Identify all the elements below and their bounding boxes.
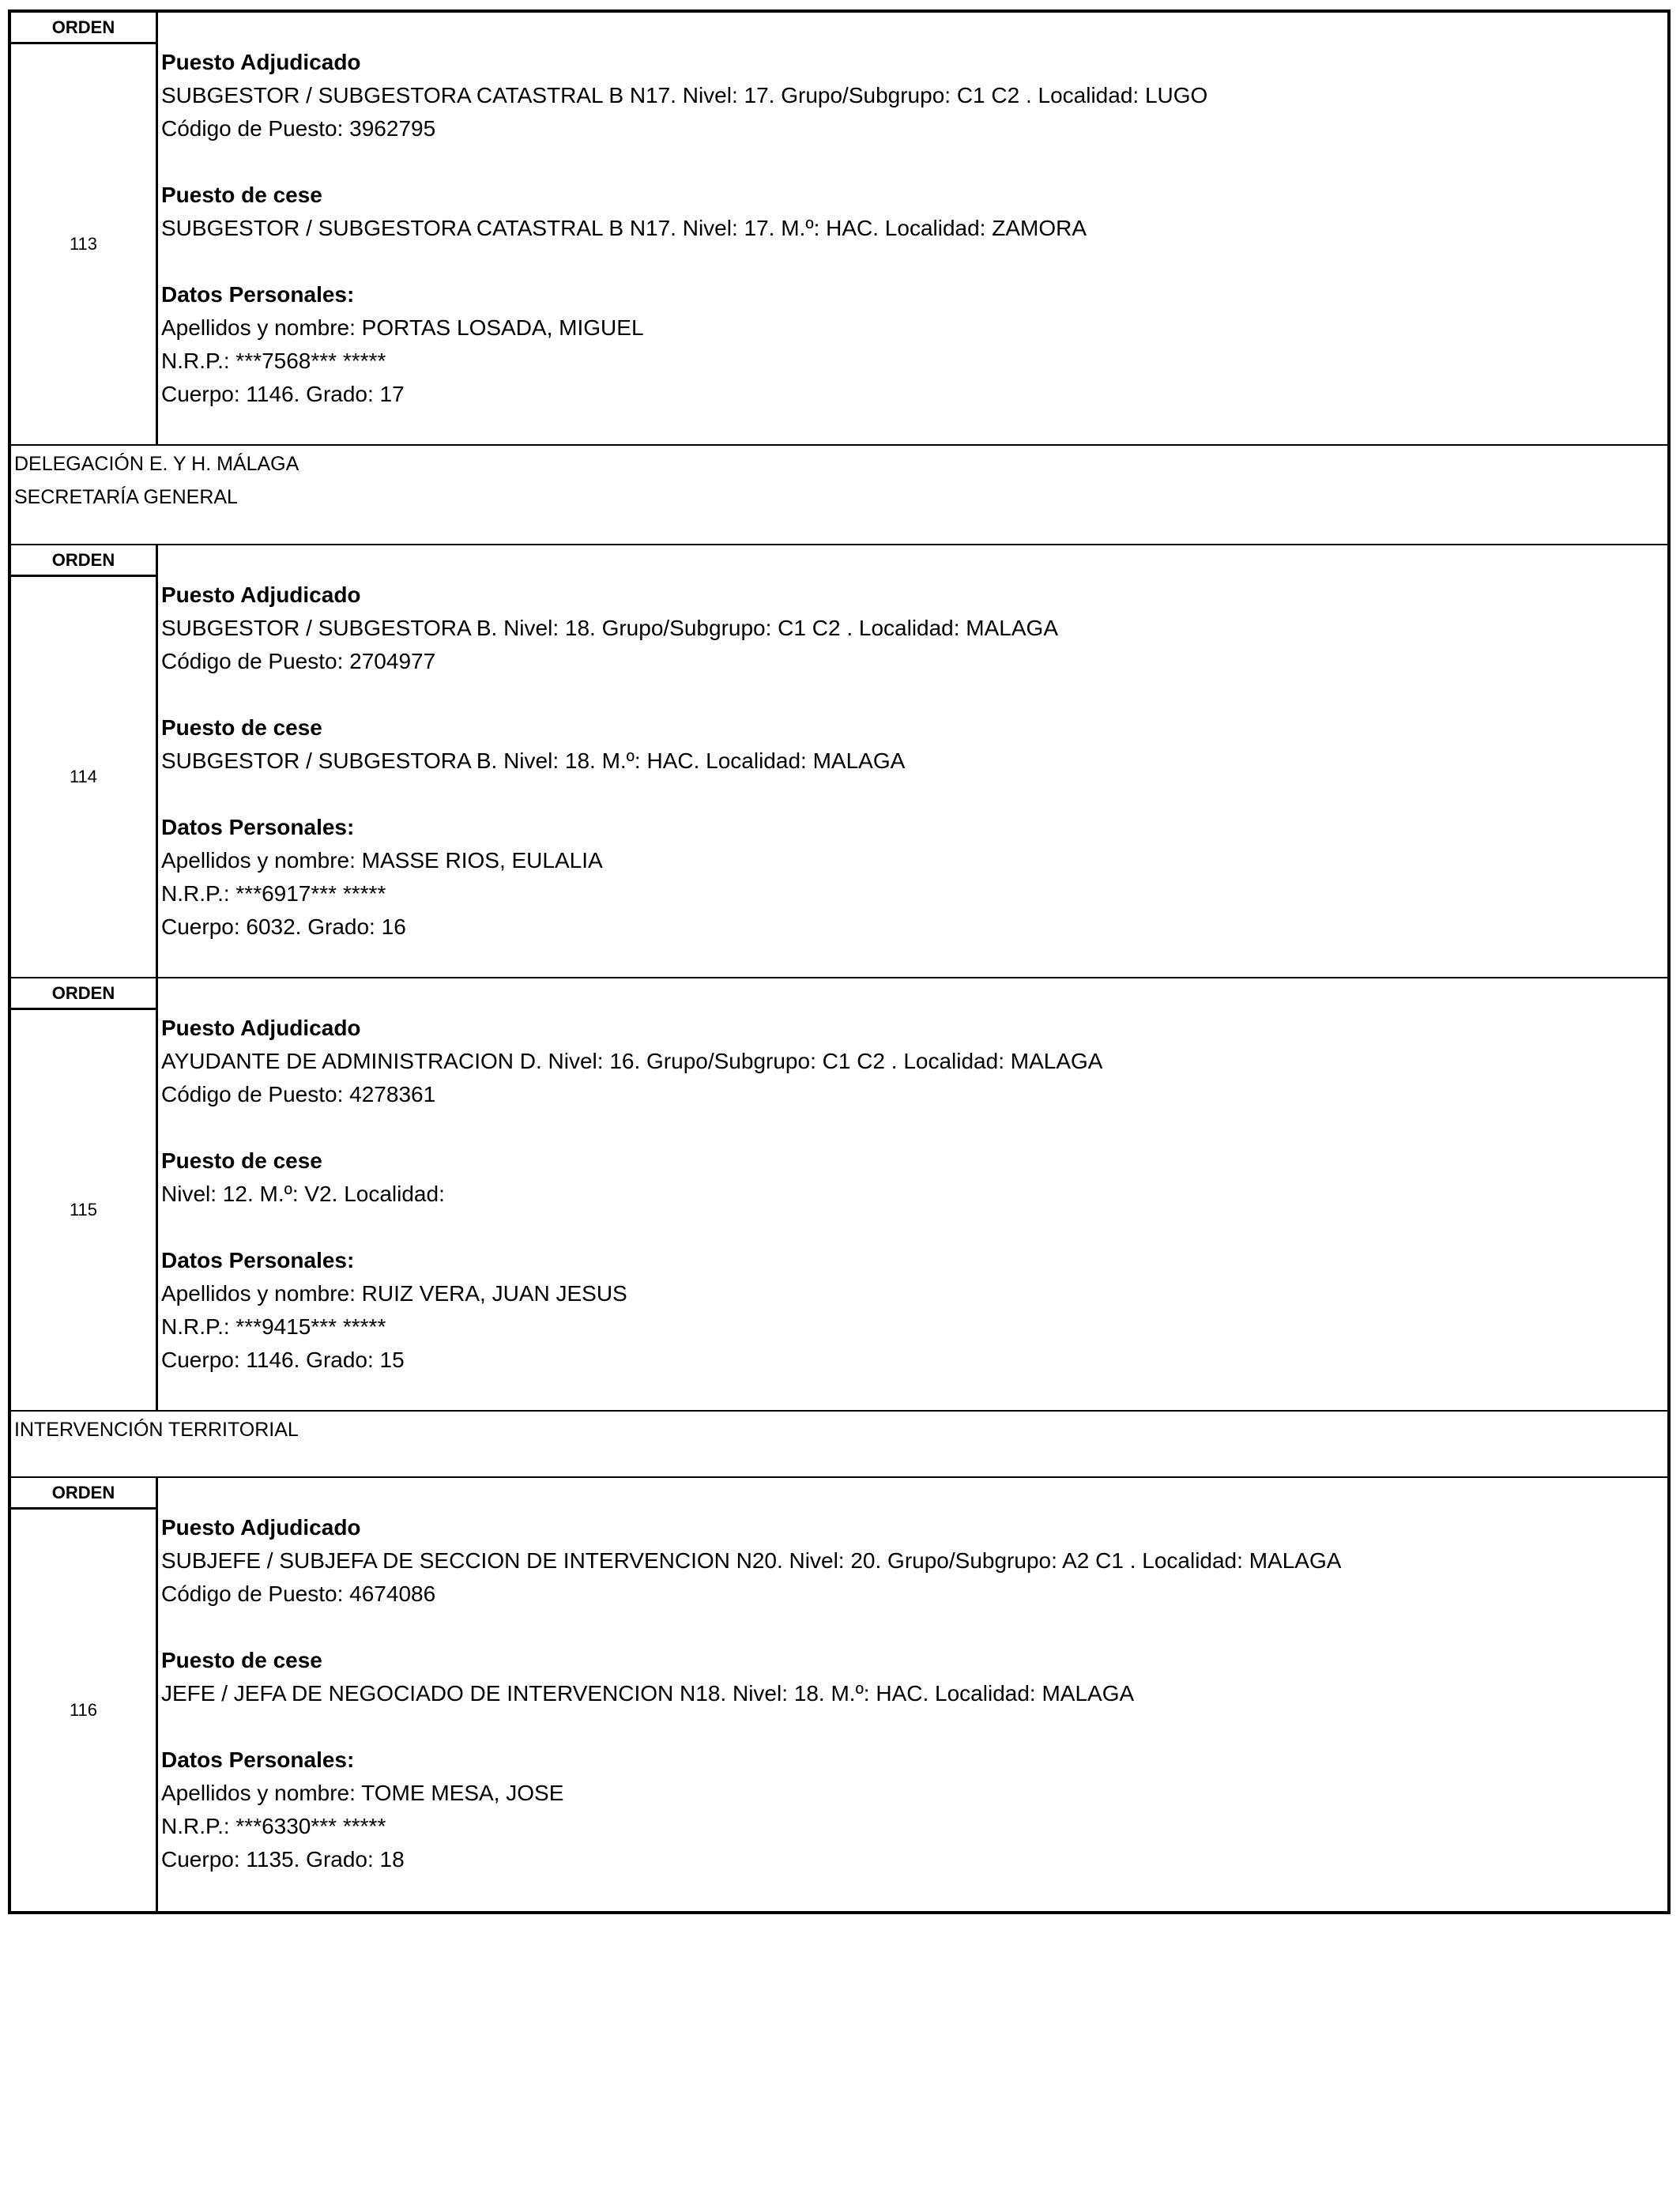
codigo-puesto: Código de Puesto: 4674086 [161,1581,436,1606]
entry-content [158,978,1667,1410]
puesto-cese-text: SUBGESTOR / SUBGESTORA CATASTRAL B N17. Nivel: 17. M.º: HAC. Localidad: ZAMORA [161,216,1087,240]
orden-number: 116 [69,1700,98,1720]
entry-row [11,1478,1667,1911]
puesto-adjudicado-heading: Puesto Adjudicado [161,1515,361,1540]
entry-row [11,978,1667,1412]
orden-number: 114 [69,767,98,786]
section-title: DELEGACIÓN E. Y H. MÁLAGA [14,453,299,475]
puesto-adjudicado-heading: Puesto Adjudicado [161,50,361,74]
codigo-puesto: Código de Puesto: 3962795 [161,116,436,141]
datos-personales-heading: Datos Personales: [161,1248,355,1272]
section-header-intervencion [11,1412,1667,1478]
cuerpo-grado: Cuerpo: 1135. Grado: 18 [161,1847,405,1872]
apellidos-nombre: Apellidos y nombre: PORTAS LOSADA, MIGUEL [161,315,644,340]
puesto-cese-heading: Puesto de cese [161,1148,322,1173]
cuerpo-grado: Cuerpo: 6032. Grado: 16 [161,914,406,939]
puesto-cese-heading: Puesto de cese [161,715,322,740]
nrp: N.R.P.: ***6917*** ***** [161,881,386,906]
orden-header: ORDEN [11,978,156,1010]
apellidos-nombre: Apellidos y nombre: RUIZ VERA, JUAN JESUS [161,1281,627,1306]
section-title: INTERVENCIÓN TERRITORIAL [14,1419,299,1441]
orden-number: 115 [69,1200,98,1220]
orden-header: ORDEN [11,13,156,44]
puesto-cese-heading: Puesto de cese [161,183,322,207]
entry-content [158,545,1667,977]
entry-content [158,13,1667,444]
cuerpo-grado: Cuerpo: 1146. Grado: 17 [161,382,405,406]
puesto-cese-text: Nivel: 12. M.º: V2. Localidad: [161,1182,445,1206]
nrp: N.R.P.: ***9415*** ***** [161,1314,386,1339]
puesto-adjudicado-text: SUBJEFE / SUBJEFA DE SECCION DE INTERVENCION N20. Nivel: 20. Grupo/Subgrupo: A2 C1 . Localidad: MALAGA [161,1548,1342,1573]
puesto-cese-text: JEFE / JEFA DE NEGOCIADO DE INTERVENCION N18. Nivel: 18. M.º: HAC. Localidad: MALAGA [161,1681,1135,1706]
puesto-cese-text: SUBGESTOR / SUBGESTORA B. Nivel: 18. M.º: HAC. Localidad: MALAGA [161,748,906,773]
orden-column [11,545,158,977]
codigo-puesto: Código de Puesto: 2704977 [161,649,436,673]
entry-content [158,1478,1667,1911]
entry-row [11,13,1667,446]
section-header-malaga [11,446,1667,545]
orden-column [11,978,158,1410]
orden-header: ORDEN [11,1478,156,1510]
puesto-adjudicado-heading: Puesto Adjudicado [161,1016,361,1040]
section-subtitle: SECRETARÍA GENERAL [14,486,238,508]
puesto-adjudicado-text: AYUDANTE DE ADMINISTRACION D. Nivel: 16. Grupo/Subgrupo: C1 C2 . Localidad: MALAGA [161,1049,1103,1073]
apellidos-nombre: Apellidos y nombre: MASSE RIOS, EULALIA [161,848,603,873]
document-table [8,9,1671,1914]
puesto-adjudicado-text: SUBGESTOR / SUBGESTORA CATASTRAL B N17. Nivel: 17. Grupo/Subgrupo: C1 C2 . Localidad: LUGO [161,83,1208,107]
entry-row [11,545,1667,978]
apellidos-nombre: Apellidos y nombre: TOME MESA, JOSE [161,1781,564,1805]
puesto-cese-heading: Puesto de cese [161,1648,322,1672]
datos-personales-heading: Datos Personales: [161,282,355,307]
datos-personales-heading: Datos Personales: [161,815,355,839]
puesto-adjudicado-heading: Puesto Adjudicado [161,582,361,607]
datos-personales-heading: Datos Personales: [161,1747,355,1772]
orden-column [11,13,158,444]
orden-header: ORDEN [11,545,156,577]
orden-number: 113 [69,234,98,254]
puesto-adjudicado-text: SUBGESTOR / SUBGESTORA B. Nivel: 18. Grupo/Subgrupo: C1 C2 . Localidad: MALAGA [161,616,1059,640]
cuerpo-grado: Cuerpo: 1146. Grado: 15 [161,1348,405,1372]
codigo-puesto: Código de Puesto: 4278361 [161,1082,436,1106]
nrp: N.R.P.: ***6330*** ***** [161,1814,386,1838]
nrp: N.R.P.: ***7568*** ***** [161,349,386,373]
orden-column [11,1478,158,1911]
